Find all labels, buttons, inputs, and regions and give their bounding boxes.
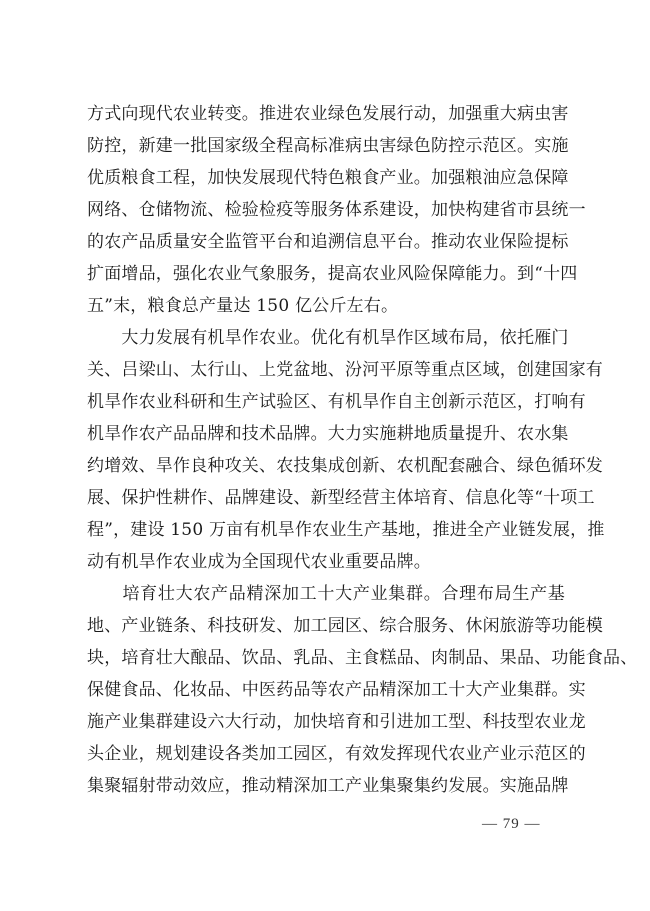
text-line: 五”末，粮食总产量达 150 亿公斤左右。 [87,296,399,316]
text-line: 集聚辐射带动效应，推动精深加工产业集聚集约发展。实施品牌 [87,776,569,796]
text-line: 的农产品质量安全监管平台和追溯信息平台。推动农业保险提标 [87,232,569,252]
paragraph-3 [87,578,638,802]
text-line: 地、产业链条、科技研发、加工园区、综合服务、休闲旅游等功能模 [87,616,603,636]
text-line: 块，培育壮大酿品、饮品、乳品、主食糕品、肉制品、果品、功能食品、 [87,648,638,668]
text-line: 机旱作农业科研和生产试验区、有机旱作自主创新示范区，打响有 [87,392,586,412]
text-line: 扩面增品，强化农业气象服务，提高农业风险保障能力。到“十四 [87,264,578,284]
text-line: 保健食品、化妆品、中医药品等农产品精深加工十大产业集群。实 [87,680,586,700]
text-line: 头企业，规划建设各类加工园区，有效发挥现代农业产业示范区的 [87,744,586,764]
page-number: — 79 — [482,816,541,832]
paragraph-1 [87,98,586,322]
text-line: 展、保护性耕作、品牌建设、新型经营主体培育、信息化等“十项工 [87,488,595,508]
text-line: 动有机旱作农业成为全国现代农业重要品牌。 [87,552,431,572]
text-line: 大力发展有机旱作农业。优化有机旱作区域布局，依托雁门 [87,328,569,348]
text-line: 培育壮大农产品精深加工十大产业集群。合理布局生产基 [87,584,565,604]
text-line: 防控，新建一批国家级全程高标准病虫害绿色防控示范区。实施 [87,136,569,156]
text-line: 网络、仓储物流、检验检疫等服务体系建设，加快构建省市县统一 [87,200,586,220]
text-line: 施产业集群建设六大行动，加快培育和引进加工型、科技型农业龙 [87,712,586,732]
text-line: 优质粮食工程，加快发展现代特色粮食产业。加强粮油应急保障 [87,168,569,188]
text-line: 关、吕梁山、太行山、上党盆地、汾河平原等重点区域，创建国家有 [87,360,603,380]
text-line: 约增效、旱作良种攻关、农技集成创新、农机配套融合、绿色循环发 [87,456,603,476]
text-line: 程”，建设 150 万亩有机旱作农业生产基地，推进全产业链发展，推 [87,520,605,540]
text-line: 机旱作农产品品牌和技术品牌。大力实施耕地质量提升、农水集 [87,424,569,444]
body-text [87,98,638,802]
paragraph-2 [87,322,605,578]
text-line: 方式向现代农业转变。推进农业绿色发展行动，加强重大病虫害 [87,104,569,124]
